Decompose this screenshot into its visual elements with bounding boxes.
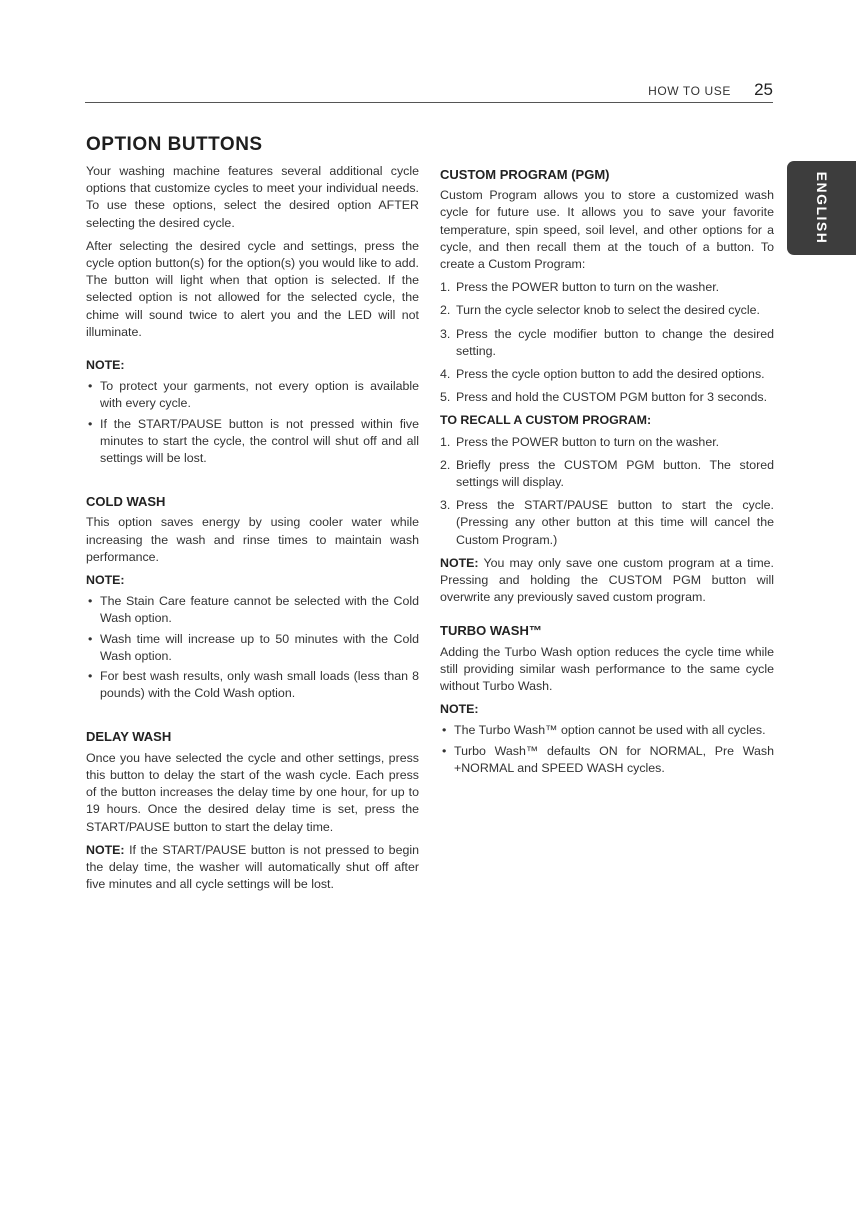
turbo-wash-body: Adding the Turbo Wash option reduces the cycle time while still providing similar wash performance to the same cycle without Turbo Wash.	[440, 644, 774, 694]
delay-wash-note	[86, 842, 419, 894]
note-item: • The Turbo Wash™ option cannot be used with all cycles.	[440, 722, 774, 739]
right-column	[440, 166, 774, 783]
custom-program-steps	[440, 279, 774, 406]
delay-wash-body: Once you have selected the cycle and other settings, press this button to delay the start of the wash cycle. Each press of the button increases the delay time by one hour, for up to 19 hours. Once the desired delay time is set, press the START/PAUSE button to start the delay time.	[86, 750, 419, 834]
step-item: 4. Press the cycle option button to add the desired options.	[440, 367, 765, 382]
cold-wash-heading: COLD WASH	[86, 494, 166, 510]
step-item: 2. Turn the cycle selector knob to select the desired cycle.	[440, 303, 760, 318]
note-item: • The Stain Care feature cannot be selected with the Cold Wash option.	[86, 593, 419, 627]
language-tab	[787, 161, 856, 255]
turbo-wash-note-heading: NOTE:	[440, 702, 479, 717]
recall-heading: TO RECALL A CUSTOM PROGRAM:	[440, 413, 652, 428]
cold-wash-note-heading: NOTE:	[86, 573, 125, 588]
intro-note-list	[86, 378, 419, 467]
turbo-wash-heading: TURBO WASH™	[440, 623, 542, 639]
left-column	[86, 163, 419, 899]
note-text: You may only save one custom program at a time. Pressing and holding the CUSTOM PGM button will overwrite any previously saved custom program.	[440, 555, 774, 605]
step-item: 5. Press and hold the CUSTOM PGM button for 3 seconds.	[440, 390, 768, 405]
note-item: • Wash time will increase up to 50 minutes with the Cold Wash option.	[86, 631, 419, 665]
step-item: 3. Press the START/PAUSE button to start the cycle. (Pressing any other button at this time will cancel the Custom Program.)	[440, 498, 774, 547]
note-label: NOTE:	[86, 842, 125, 857]
section-label: HOW TO USE	[648, 84, 731, 98]
note-text: If the START/PAUSE button is not pressed to begin the delay time, the washer will automatically shut off after five minutes and all cycle settings will be lost.	[86, 842, 419, 892]
page-header	[85, 80, 773, 103]
page-title: OPTION BUTTONS	[86, 134, 263, 155]
note-label: NOTE:	[440, 555, 479, 570]
recall-steps	[440, 434, 774, 549]
intro-paragraph-2: After selecting the desired cycle and settings, press the cycle option button(s) for the option(s) you would like to add. The button will light when that option is selected. If the selected option is not allowed for the selected cycle, the chime will sound twice to alert you and the LED will not illuminate.	[86, 238, 419, 339]
note-item: • To protect your garments, not every option is available with every cycle.	[86, 378, 419, 412]
intro-note-heading: NOTE:	[86, 358, 125, 373]
step-item: 1. Press the POWER button to turn on the washer.	[440, 280, 720, 295]
intro-paragraph-1: Your washing machine features several additional cycle options that customize cycles to meet your individual needs. To use these options, select the desired option AFTER selecting the desired cycle.	[86, 164, 419, 230]
delay-wash-heading: DELAY WASH	[86, 729, 172, 745]
language-tab-label: ENGLISH	[813, 171, 830, 245]
note-item: • For best wash results, only wash small loads (less than 8 pounds) with the Cold Wash option.	[86, 668, 419, 702]
step-item: 2. Briefly press the CUSTOM PGM button. The stored settings will display.	[440, 457, 774, 490]
cold-wash-note-list	[86, 593, 419, 702]
step-item: 3. Press the cycle modifier button to change the desired setting.	[440, 326, 774, 358]
note-item: • Turbo Wash™ defaults ON for NORMAL, Pre Wash +NORMAL and SPEED WASH cycles.	[440, 743, 774, 777]
custom-program-body: Custom Program allows you to store a customized wash cycle for future use. It allows you to save your favorite temperature, spin speed, soil level, and other options for a cycle, and then recall them at the touch of a button. To create a Custom Program:	[440, 188, 774, 272]
page-number: 25	[754, 80, 773, 99]
custom-program-heading: CUSTOM PROGRAM (PGM)	[440, 167, 610, 182]
cold-wash-body: This option saves energy by using cooler water while increasing the wash and rinse times to maintain wash performance.	[86, 515, 419, 564]
note-item: • If the START/PAUSE button is not pressed within five minutes to start the cycle, the control will shut off and all settings will be lost.	[86, 416, 419, 468]
step-item: 1. Press the POWER button to turn on the washer.	[440, 434, 720, 449]
turbo-wash-note-list	[440, 722, 774, 777]
custom-program-note	[440, 555, 774, 607]
